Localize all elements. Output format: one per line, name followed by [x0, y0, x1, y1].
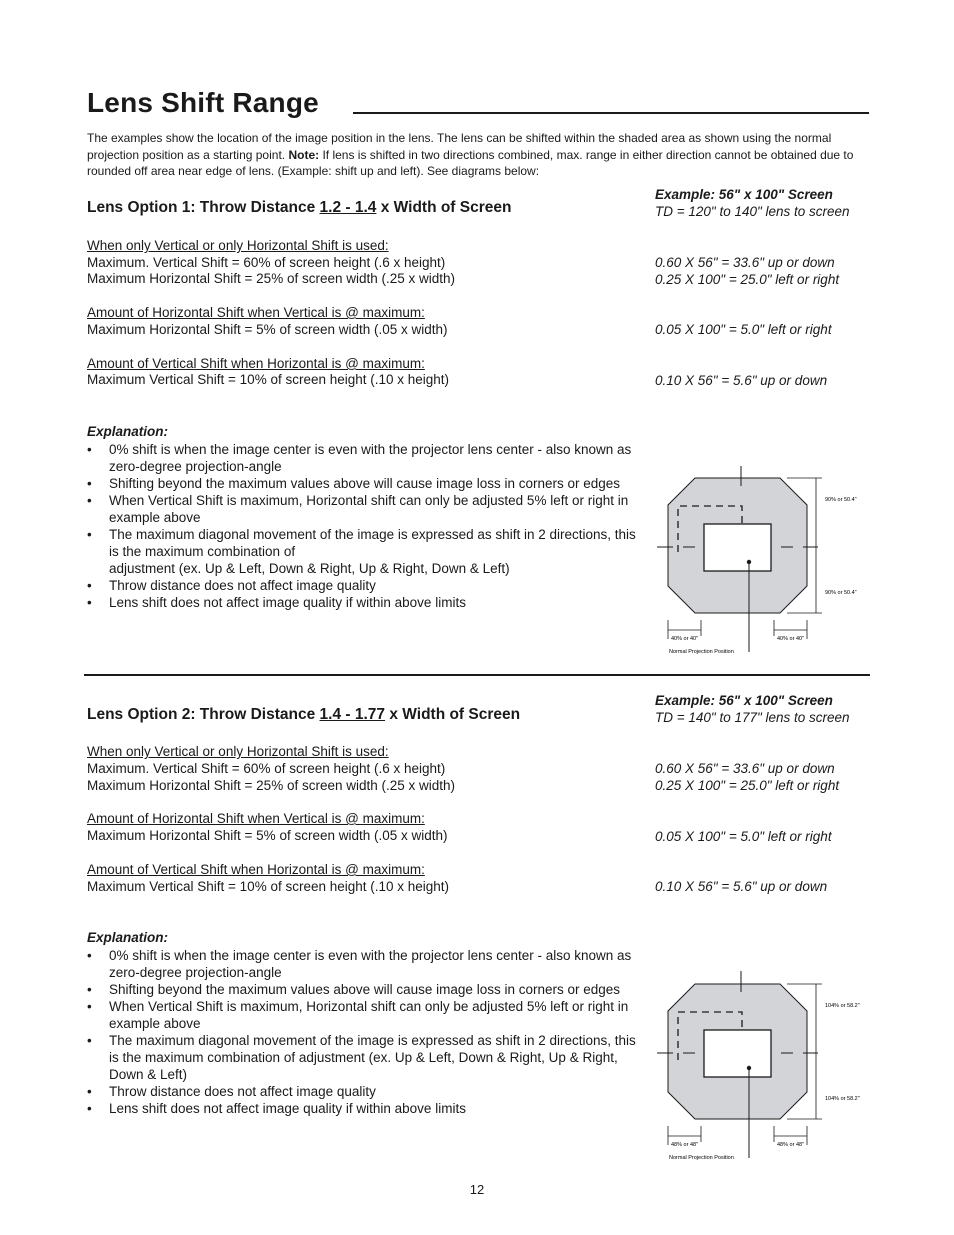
top-shift-label: 90% or 50.4"	[825, 497, 857, 503]
option1-explanation-title: Explanation:	[87, 424, 169, 439]
list-item: • Shifting beyond the maximum values above will cause image loss in corners or edges	[87, 981, 647, 998]
option1-heading-range: 1.2 - 1.4	[319, 199, 377, 216]
page-number: 12	[469, 1182, 485, 1197]
list-item: • 0% shift is when the image center is even with the projector lens center - also known as zero-degree projection-angle	[87, 441, 647, 475]
option1-heading-post: x Width of Screen	[376, 199, 512, 216]
option2-s1-line1: Maximum. Vertical Shift = 60% of screen height (.6 x height)	[87, 761, 446, 776]
option1-heading	[87, 199, 511, 217]
right-shift-label: 40% or 40"	[777, 636, 805, 642]
option2-example-td: TD = 140" to 177" lens to screen	[655, 710, 850, 725]
intro-text-post: If lens is shifted in two directions combined, max. range in either direction cannot be obtained due to rounded off area near edge of lens. (Example: shift up and left). See diagrams below:	[87, 147, 854, 178]
list-item: • Shifting beyond the maximum values above will cause image loss in corners or edges	[87, 475, 647, 492]
option2-example-title: Example: 56" x 100" Screen	[655, 693, 833, 708]
option2-heading-pre: Lens Option 2: Throw Distance	[87, 706, 320, 723]
option1-heading-pre: Lens Option 1: Throw Distance	[87, 199, 320, 216]
option1-s1-ex1: 0.60 X 56" = 33.6" up or down	[655, 255, 835, 270]
title-rule	[353, 112, 869, 114]
option2-s3-ex1: 0.10 X 56" = 5.6" up or down	[655, 879, 828, 894]
normal-position-label: Normal Projection Position	[669, 1155, 734, 1161]
page-title: Lens Shift Range	[87, 87, 319, 118]
left-shift-label: 48% or 48"	[671, 1142, 699, 1148]
list-item: • Throw distance does not affect image quality	[87, 577, 647, 594]
option1-s1-line1: Maximum. Vertical Shift = 60% of screen height (.6 x height)	[87, 255, 446, 270]
bottom-shift-label: 104% or 58.2"	[825, 1096, 860, 1102]
option1-s2-title: Amount of Horizontal Shift when Vertical is @ maximum:	[87, 305, 425, 320]
title-row	[87, 86, 869, 120]
option1-s3-line1: Maximum Vertical Shift = 10% of screen height (.10 x height)	[87, 372, 450, 387]
option2-s1-line2: Maximum Horizontal Shift = 25% of screen width (.25 x width)	[87, 778, 456, 793]
section-separator	[84, 674, 870, 676]
option2-explanation-title: Explanation:	[87, 930, 169, 945]
list-item: • Lens shift does not affect image quality if within above limits	[87, 594, 647, 611]
list-item: • 0% shift is when the image center is even with the projector lens center - also known as zero-degree projection-angle	[87, 947, 647, 981]
option2-lens-shift-diagram	[655, 968, 870, 1164]
option2-s1-ex2: 0.25 X 100" = 25.0" left or right	[655, 778, 840, 793]
list-item: • The maximum diagonal movement of the image is expressed as shift in 2 directions, this is the maximum combination of adjustment (ex. Up & Left, Down & Right, Up & Right, Down & Left)	[87, 1032, 647, 1083]
list-item: • When Vertical Shift is maximum, Horizontal shift can only be adjusted 5% left or right in example above	[87, 492, 647, 526]
list-item: • When Vertical Shift is maximum, Horizontal shift can only be adjusted 5% left or right in example above	[87, 998, 647, 1032]
top-shift-label: 104% or 58.2"	[825, 1003, 860, 1009]
option2-s2-ex1: 0.05 X 100" = 5.0" left or right	[655, 829, 832, 844]
option2-s2-title: Amount of Horizontal Shift when Vertical is @ maximum:	[87, 811, 425, 826]
option1-s2-line1: Maximum Horizontal Shift = 5% of screen width (.05 x width)	[87, 322, 448, 337]
list-item: • Lens shift does not affect image quality if within above limits	[87, 1100, 647, 1117]
option1-s1-title: When only Vertical or only Horizontal Shift is used:	[87, 238, 389, 253]
normal-image-rect	[704, 524, 771, 571]
intro-note-label: Note:	[288, 147, 320, 162]
list-item: • Throw distance does not affect image quality	[87, 1083, 647, 1100]
option2-heading	[87, 706, 520, 724]
bottom-shift-label: 90% or 50.4"	[825, 590, 857, 596]
list-item: • The maximum diagonal movement of the image is expressed as shift in 2 directions, this is the maximum combination of adjustment (ex. Up & Left, Down & Right, Up & Right, Down & Left)	[87, 526, 647, 577]
intro-paragraph	[87, 130, 857, 180]
option1-s3-ex1: 0.10 X 56" = 5.6" up or down	[655, 373, 828, 388]
option1-example-td: TD = 120" to 140" lens to screen	[655, 204, 850, 219]
option1-example-title: Example: 56" x 100" Screen	[655, 187, 833, 202]
option1-s1-line2: Maximum Horizontal Shift = 25% of screen width (.25 x width)	[87, 271, 456, 286]
option1-lens-shift-diagram	[655, 462, 870, 658]
option2-heading-range: 1.4 - 1.77	[319, 706, 386, 723]
option1-s2-ex1: 0.05 X 100" = 5.0" left or right	[655, 322, 832, 337]
option2-s1-ex1: 0.60 X 56" = 33.6" up or down	[655, 761, 835, 776]
normal-position-label: Normal Projection Position	[669, 649, 734, 655]
option2-heading-post: x Width of Screen	[385, 706, 521, 723]
option1-s1-ex2: 0.25 X 100" = 25.0" left or right	[655, 272, 840, 287]
left-shift-label: 40% or 40"	[671, 636, 699, 642]
intro-text-pre: The examples show the location of the image position in the lens. The lens can be shifted within the shaded area as shown using the normal projection position as a starting point.	[87, 131, 832, 162]
option2-s3-title: Amount of Vertical Shift when Horizontal is @ maximum:	[87, 862, 425, 877]
normal-image-rect	[704, 1030, 771, 1077]
option2-s3-line1: Maximum Vertical Shift = 10% of screen height (.10 x height)	[87, 879, 450, 894]
option2-explanation-list	[87, 947, 647, 1117]
option2-s2-line1: Maximum Horizontal Shift = 5% of screen width (.05 x width)	[87, 828, 448, 843]
option1-explanation-list	[87, 441, 647, 611]
option1-s3-title: Amount of Vertical Shift when Horizontal is @ maximum:	[87, 356, 425, 371]
right-shift-label: 48% or 48"	[777, 1142, 805, 1148]
option2-s1-title: When only Vertical or only Horizontal Shift is used:	[87, 744, 389, 759]
